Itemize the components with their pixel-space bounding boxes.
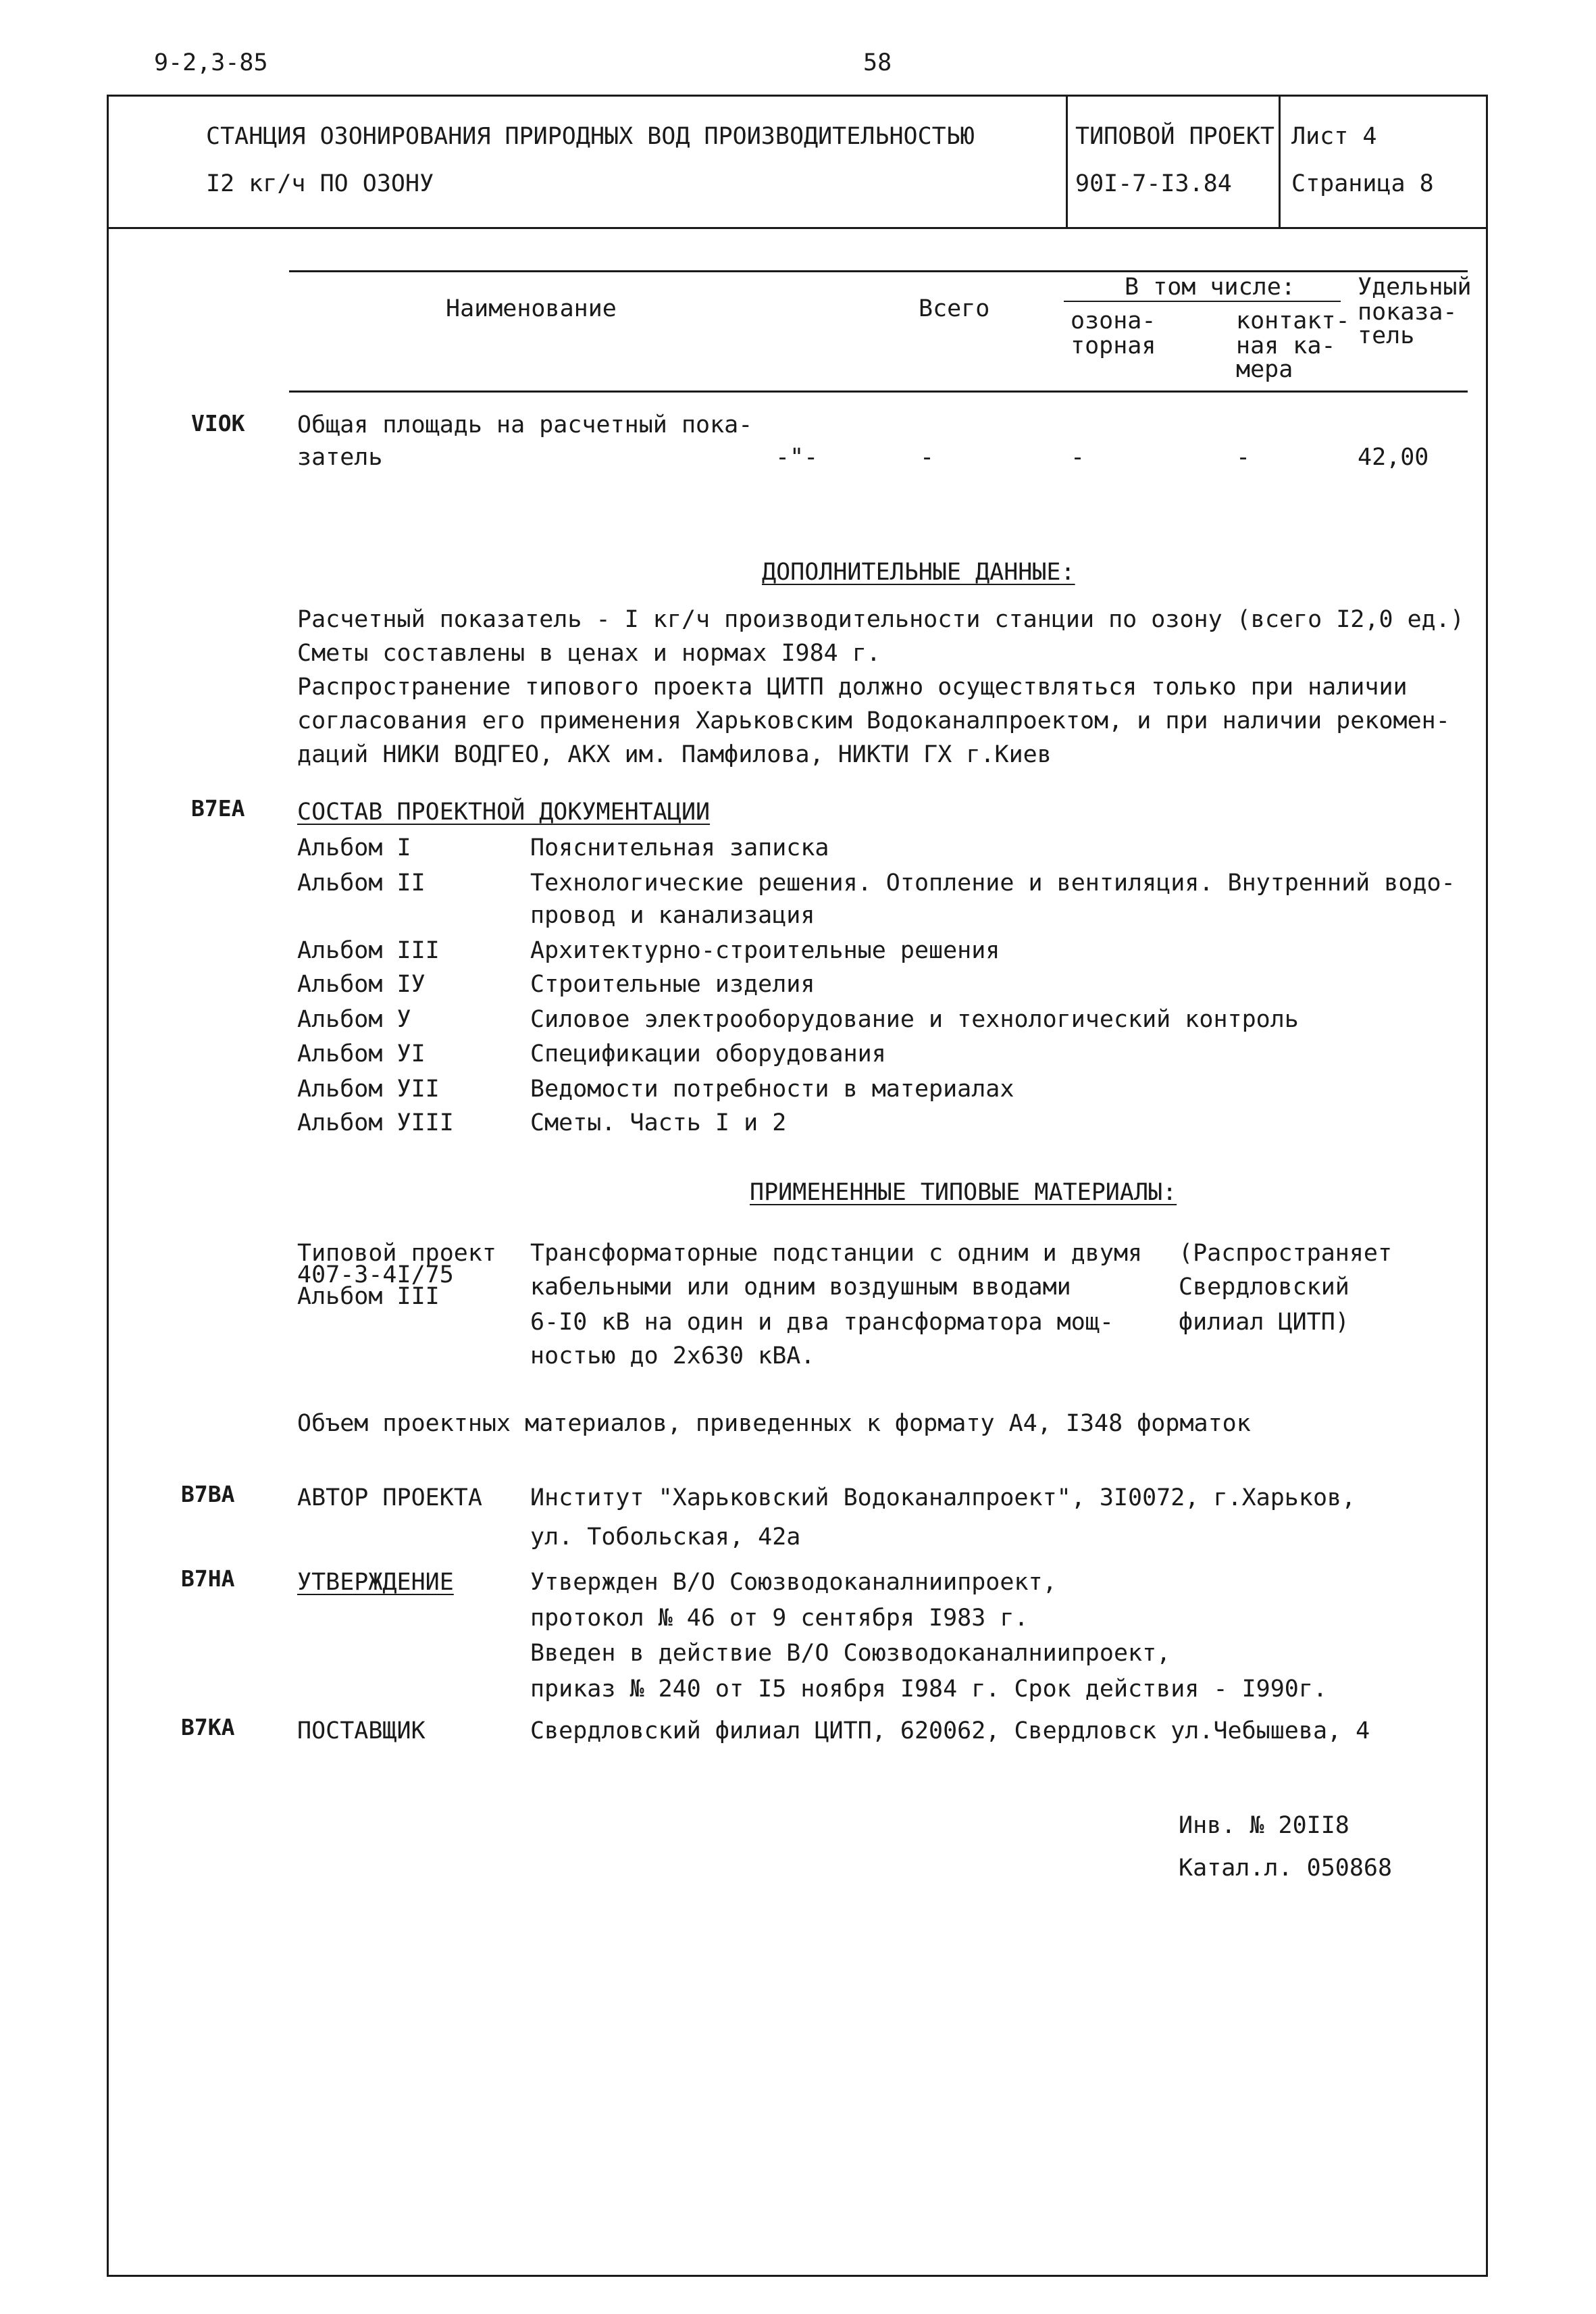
header-contact-line3: мера bbox=[1236, 356, 1293, 383]
inventory-number: Инв. № 20II8 bbox=[1179, 1812, 1349, 1839]
document-title-line1: СТАНЦИЯ ОЗОНИРОВАНИЯ ПРИРОДНЫХ ВОД ПРОИЗВОДИТЕЛЬНОСТЬЮ bbox=[206, 123, 975, 150]
title-block-divider-2 bbox=[1279, 95, 1281, 229]
header-contact-line2: ная ка- bbox=[1236, 332, 1336, 359]
approval-label: УТВЕРЖДЕНИЕ bbox=[297, 1569, 454, 1596]
album-label: Альбом II bbox=[297, 870, 426, 897]
additional-line-5: даций НИКИ ВОДГЕО, АКХ им. Памфилова, НИКТИ ГХ г.Киев bbox=[297, 741, 1052, 768]
approval-line2: протокол № 46 от 9 сентября I983 г. bbox=[530, 1605, 1029, 1632]
catalog-number: Катал.л. 050868 bbox=[1179, 1855, 1393, 1882]
distributor-line2: Свердловский bbox=[1179, 1274, 1349, 1301]
materials-volume: Объем проектных материалов, приведенных к формату А4, I348 форматок bbox=[297, 1410, 1251, 1437]
page-of-sheet: Страница 8 bbox=[1291, 170, 1434, 197]
title-block-divider-1 bbox=[1066, 95, 1068, 229]
additional-line-2: Сметы составлены в ценах и нормах I984 г. bbox=[297, 640, 881, 667]
applied-reference-line3: Альбом III bbox=[297, 1283, 440, 1310]
applied-heading: ПРИМЕНЕННЫЕ ТИПОВЫЕ МАТЕРИАЛЫ: bbox=[750, 1179, 1177, 1206]
album-title: Пояснительная записка bbox=[530, 834, 829, 861]
album-label: Альбом УI bbox=[297, 1040, 426, 1067]
project-label: ТИПОВОЙ ПРОЕКТ bbox=[1075, 123, 1275, 150]
album-label: Альбом УII bbox=[297, 1076, 440, 1103]
supplier-text: Свердловский филиал ЦИТП, 620062, Свердловск ул.Чебышева, 4 bbox=[530, 1717, 1370, 1744]
applied-description-line2: кабельными или одним воздушным вводами bbox=[530, 1274, 1071, 1301]
row-total: - bbox=[920, 444, 935, 471]
author-label: АВТОР ПРОЕКТА bbox=[297, 1484, 482, 1511]
row-ozone: - bbox=[1071, 444, 1085, 471]
approval-line3: Введен в действие В/О Союзводоканалниипроект, bbox=[530, 1640, 1171, 1667]
sheet-number: Лист 4 bbox=[1291, 123, 1377, 150]
album-label: Альбом УIII bbox=[297, 1109, 454, 1136]
album-label: Альбом У bbox=[297, 1006, 411, 1033]
additional-line-3: Распространение типового проекта ЦИТП должно осуществляться только при наличии bbox=[297, 674, 1408, 701]
approval-line4: приказ № 240 от I5 ноября I984 г. Срок действия - I990г. bbox=[530, 1676, 1328, 1703]
table-subheader-rule bbox=[1064, 301, 1341, 302]
approval-line1: Утвержден В/О Союзводоканалниипроект, bbox=[530, 1569, 1057, 1596]
album-title: Строительные изделия bbox=[530, 971, 815, 998]
album-title: Технологические решения. Отопление и вентиляция. Внутренний водо- bbox=[530, 870, 1456, 897]
author-code: В7ВА bbox=[181, 1481, 235, 1507]
supplier-label: ПОСТАВЩИК bbox=[297, 1717, 426, 1744]
project-number: 90I-7-I3.84 bbox=[1075, 170, 1232, 197]
supplier-code: В7КА bbox=[181, 1714, 235, 1740]
applied-description-line4: ностью до 2х630 кВА. bbox=[530, 1342, 815, 1369]
document-title-line2: I2 кг/ч ПО ОЗОНУ bbox=[206, 170, 434, 197]
header-name: Наименование bbox=[446, 295, 617, 322]
album-title-continued: провод и канализация bbox=[530, 902, 815, 929]
album-label: Альбом I bbox=[297, 834, 411, 861]
composition-heading: СОСТАВ ПРОЕКТНОЙ ДОКУМЕНТАЦИИ bbox=[297, 799, 711, 826]
page-code: 9-2,3-85 bbox=[154, 49, 268, 76]
header-contact-line1: контакт- bbox=[1236, 307, 1350, 334]
applied-reference-line2: 407-3-4I/75 bbox=[297, 1261, 454, 1288]
album-title: Ведомости потребности в материалах bbox=[530, 1076, 1014, 1103]
composition-code: В7ЕА bbox=[191, 795, 245, 822]
row-unit: -"- bbox=[775, 444, 819, 471]
additional-line-1: Расчетный показатель - I кг/ч производительности станции по озону (всего I2,0 ед.) bbox=[297, 606, 1464, 633]
distributor-line3: филиал ЦИТП) bbox=[1179, 1309, 1349, 1336]
album-title: Сметы. Часть I и 2 bbox=[530, 1109, 787, 1136]
additional-line-4: согласования его применения Харьковским Водоканалпроектом, и при наличии рекомен- bbox=[297, 707, 1450, 734]
table-header-bottom-rule bbox=[289, 391, 1468, 393]
distributor-line1: (Распространяет bbox=[1179, 1240, 1393, 1267]
table-top-rule bbox=[289, 270, 1468, 272]
album-label: Альбом III bbox=[297, 937, 440, 964]
applied-description-line1: Трансформаторные подстанции с одним и двумя bbox=[530, 1240, 1143, 1267]
page-number: 58 bbox=[863, 49, 892, 76]
header-specific-line2: показа- bbox=[1358, 299, 1458, 326]
additional-heading: ДОПОЛНИТЕЛЬНЫЕ ДАННЫЕ: bbox=[762, 559, 1075, 586]
header-specific-line1: Удельный bbox=[1358, 274, 1472, 301]
row-name-line2: затель bbox=[297, 444, 383, 471]
title-block-bottom-rule bbox=[107, 227, 1488, 229]
album-title: Силовое электрооборудование и технологический контроль bbox=[530, 1006, 1299, 1033]
album-title: Спецификации оборудования bbox=[530, 1040, 886, 1067]
row-specific: 42,00 bbox=[1358, 444, 1429, 471]
header-specific-line3: тель bbox=[1358, 322, 1415, 349]
album-label: Альбом IУ bbox=[297, 971, 426, 998]
row-contact: - bbox=[1236, 444, 1251, 471]
approval-code: В7НА bbox=[181, 1565, 235, 1592]
row-name-line1: Общая площадь на расчетный пока- bbox=[297, 411, 753, 438]
row-code: VIOK bbox=[191, 410, 245, 436]
header-including: В том числе: bbox=[1125, 274, 1295, 301]
header-ozone-line1: озона- bbox=[1071, 307, 1156, 334]
applied-reference-line1: Типовой проект bbox=[297, 1240, 497, 1267]
author-line2: ул. Тобольская, 42а bbox=[530, 1524, 801, 1551]
header-total: Всего bbox=[919, 295, 990, 322]
applied-description-line3: 6-I0 кВ на один и два трансформатора мощ- bbox=[530, 1309, 1114, 1336]
header-ozone-line2: торная bbox=[1071, 332, 1156, 359]
album-title: Архитектурно-строительные решения bbox=[530, 937, 1000, 964]
author-line1: Институт "Харьковский Водоканалпроект", 3I0072, г.Харьков, bbox=[530, 1484, 1356, 1511]
